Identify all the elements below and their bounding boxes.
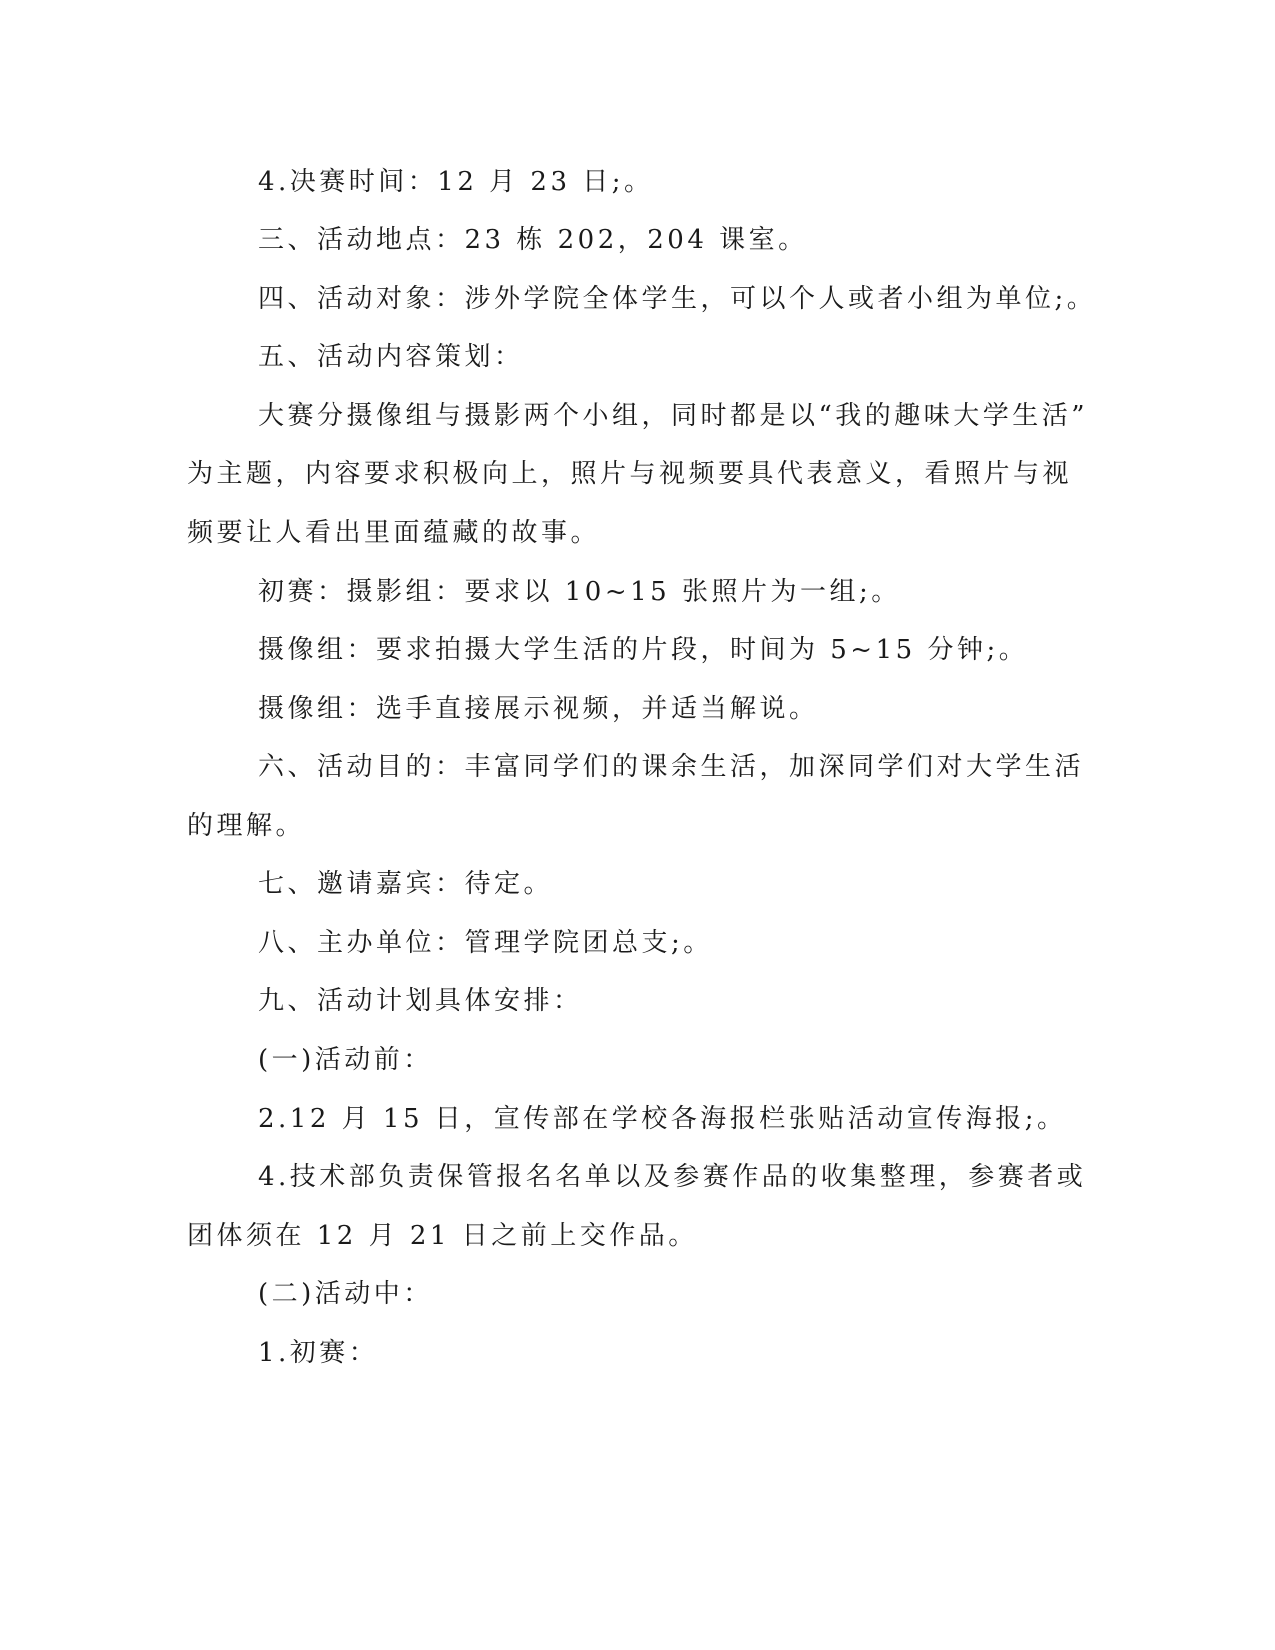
text-line: 摄像组：要求拍摄大学生活的片段，时间为 5~15 分钟;。 xyxy=(258,635,1029,665)
text-line: 四、活动对象：涉外学院全体学生，可以个人或者小组为单位;。 xyxy=(258,284,1097,314)
text-line: 初赛：摄影组：要求以 10~15 张照片为一组;。 xyxy=(258,577,901,607)
text-line: 频要让人看出里面蕴藏的故事。 xyxy=(187,518,601,548)
text-line: 2.12 月 15 日，宣传部在学校各海报栏张贴活动宣传海报;。 xyxy=(258,1104,1067,1134)
text-line: 三、活动地点：23 栋 202，204 课室。 xyxy=(258,225,808,255)
text-line: 摄像组：选手直接展示视频，并适当解说。 xyxy=(258,694,819,724)
text-line: 八、主办单位：管理学院团总支;。 xyxy=(258,928,713,958)
text-line: 为主题，内容要求积极向上，照片与视频要具代表意义，看照片与视 xyxy=(187,459,1073,489)
text-line: 五、活动内容策划： xyxy=(258,342,524,372)
text-line: 4.决赛时间：12 月 23 日;。 xyxy=(258,167,654,197)
text-line: 六、活动目的：丰富同学们的课余生活，加深同学们对大学生活 xyxy=(258,752,1085,782)
text-line: 九、活动计划具体安排： xyxy=(258,986,583,1016)
text-line: (二)活动中： xyxy=(258,1279,433,1309)
text-line: 团体须在 12 月 21 日之前上交作品。 xyxy=(187,1221,698,1251)
text-line: 的理解。 xyxy=(187,811,306,841)
text-line: (一)活动前： xyxy=(258,1045,433,1075)
text-line: 4.技术部负责保管报名名单以及参赛作品的收集整理，参赛者或 xyxy=(258,1162,1087,1192)
text-line: 大赛分摄像组与摄影两个小组，同时都是以“我的趣味大学生活” xyxy=(258,401,1089,431)
text-line: 1.初赛： xyxy=(258,1338,379,1368)
text-line: 七、邀请嘉宾：待定。 xyxy=(258,869,554,899)
